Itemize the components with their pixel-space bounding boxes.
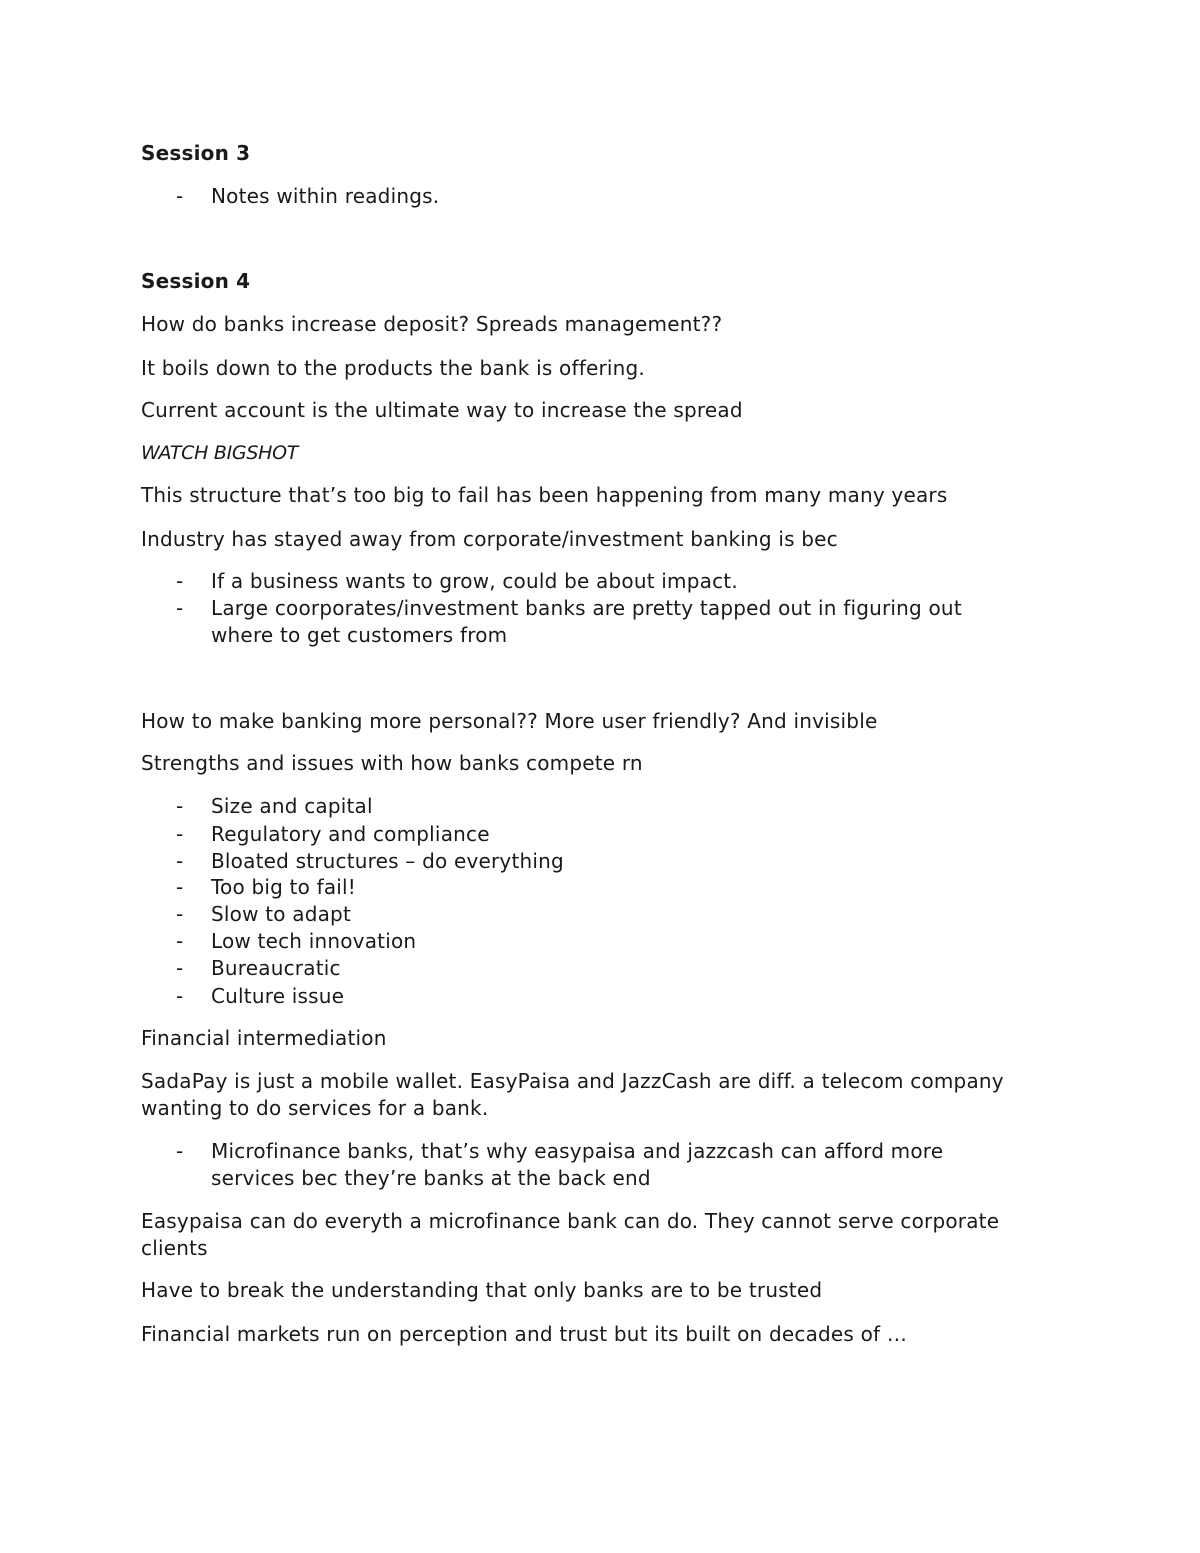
list-item: Bureaucratic xyxy=(211,956,341,980)
bullet-marker: - xyxy=(176,902,184,926)
paragraph: Industry has stayed away from corporate/investment banking is bec xyxy=(141,527,838,551)
list-item: Microfinance banks, that’s why easypaisa and jazzcash can afford more xyxy=(211,1139,944,1163)
session-3-bullet-1: Notes within readings. xyxy=(211,184,440,208)
paragraph-italic: WATCH BIGSHOT xyxy=(141,442,299,464)
paragraph: It boils down to the products the bank is offering. xyxy=(141,356,645,380)
bullet-marker: - xyxy=(176,184,184,208)
bullet-marker: - xyxy=(176,984,184,1008)
paragraph-continuation: wanting to do services for a bank. xyxy=(141,1096,489,1120)
list-item-continuation: services bec they’re banks at the back end xyxy=(211,1166,651,1190)
list-item: Low tech innovation xyxy=(211,929,417,953)
list-item: Bloated structures – do everything xyxy=(211,849,564,873)
list-item: Regulatory and compliance xyxy=(211,822,490,846)
paragraph: Have to break the understanding that only banks are to be trusted xyxy=(141,1278,823,1302)
paragraph: How do banks increase deposit? Spreads management?? xyxy=(141,312,723,336)
paragraph: Strengths and issues with how banks compete rn xyxy=(141,751,643,775)
paragraph: Financial markets run on perception and trust but its built on decades of … xyxy=(141,1322,908,1346)
bullet-marker: - xyxy=(176,596,184,620)
list-item: Culture issue xyxy=(211,984,345,1008)
paragraph: Current account is the ultimate way to increase the spread xyxy=(141,398,743,422)
bullet-marker: - xyxy=(176,956,184,980)
paragraph: This structure that’s too big to fail has been happening from many many years xyxy=(141,483,948,507)
session-3-heading: Session 3 xyxy=(141,141,251,165)
paragraph: Financial intermediation xyxy=(141,1026,387,1050)
paragraph: SadaPay is just a mobile wallet. EasyPaisa and JazzCash are diff. a telecom company xyxy=(141,1069,1004,1093)
list-item: Too big to fail! xyxy=(211,875,357,899)
bullet-marker: - xyxy=(176,822,184,846)
list-item: Slow to adapt xyxy=(211,902,351,926)
list-item: If a business wants to grow, could be about impact. xyxy=(211,569,738,593)
bullet-marker: - xyxy=(176,849,184,873)
bullet-marker: - xyxy=(176,929,184,953)
bullet-marker: - xyxy=(176,794,184,818)
paragraph: Easypaisa can do everyth a microfinance bank can do. They cannot serve corporate xyxy=(141,1209,1000,1233)
bullet-marker: - xyxy=(176,569,184,593)
bullet-marker: - xyxy=(176,875,184,899)
bullet-marker: - xyxy=(176,1139,184,1163)
paragraph: How to make banking more personal?? More user friendly? And invisible xyxy=(141,709,878,733)
list-item-continuation: where to get customers from xyxy=(211,623,508,647)
session-4-heading: Session 4 xyxy=(141,269,251,293)
paragraph-continuation: clients xyxy=(141,1236,208,1260)
list-item: Size and capital xyxy=(211,794,373,818)
list-item: Large coorporates/investment banks are pretty tapped out in figuring out xyxy=(211,596,962,620)
